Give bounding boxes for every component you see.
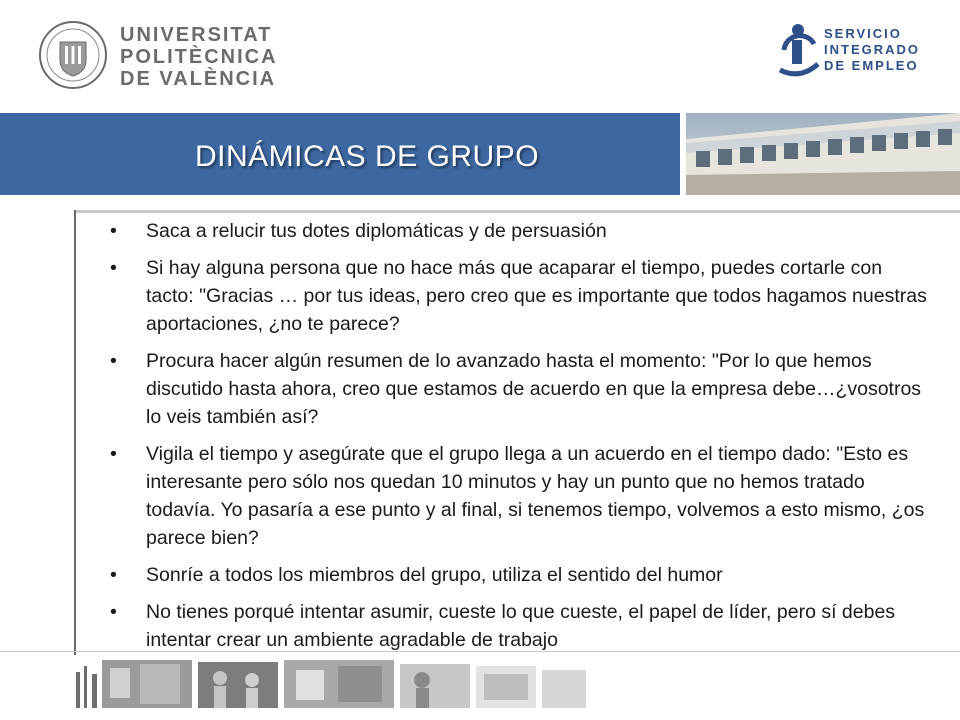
content-left-rule (74, 210, 76, 655)
sie-line: INTEGRADO (824, 42, 920, 57)
content-top-rule (74, 210, 960, 213)
upv-line: UNIVERSITAT (120, 24, 273, 46)
building-photo (686, 113, 960, 195)
upv-logo (38, 20, 278, 98)
bullet-item: • Si hay alguna persona que no hace más que acaparar el tiempo, puedes cortarle con tacto: "Gracias … por tus ideas, pero creo que es importante que todos hagamos nuestras aportaciones, ¿no te parece? (108, 254, 928, 338)
bullet-item: • Saca a relucir tus dotes diplomáticas y de persuasión (108, 217, 928, 245)
upv-wordmark (120, 24, 278, 90)
bullet-item: • No tienes porqué intentar asumir, cueste lo que cueste, el papel de líder, pero sí debes intentar crear un ambiente agradable de trabajo (108, 598, 928, 654)
bullet-item: • Sonríe a todos los miembros del grupo, utiliza el sentido del humor (108, 561, 928, 589)
sie-logo (776, 20, 946, 82)
footer-rule (0, 651, 960, 652)
footer-photo-image (70, 656, 590, 710)
page-title: DINÁMICAS DE GRUPO (195, 140, 540, 173)
bullet-list (108, 217, 928, 663)
upv-seal-icon (38, 20, 108, 90)
sie-line: SERVICIO (824, 26, 902, 41)
sie-line: DE EMPLEO (824, 58, 919, 73)
sie-wordmark (824, 26, 920, 74)
sie-mark-icon (776, 20, 822, 80)
upv-line: DE VALÈNCIA (120, 68, 277, 90)
upv-line: POLITÈCNICA (120, 46, 278, 68)
bullet-item: • Procura hacer algún resumen de lo avanzado hasta el momento: "Por lo que hemos discutido hasta ahora, creo que estamos de acuerdo en que la empresa debe…¿vosotros lo veis también así? (108, 347, 928, 431)
building-photo-image (686, 113, 960, 195)
footer-photo-strip (70, 656, 590, 710)
bullet-item: • Vigila el tiempo y asegúrate que el grupo llega a un acuerdo en el tiempo dado: "Esto es interesante pero sólo nos quedan 10 minutos y hay un punto que no hemos tratado todavía. Yo pasaría a ese punto y al final, si tenemos tiempo, volvemos a esto mismo, ¿os parece bien? (108, 440, 928, 552)
